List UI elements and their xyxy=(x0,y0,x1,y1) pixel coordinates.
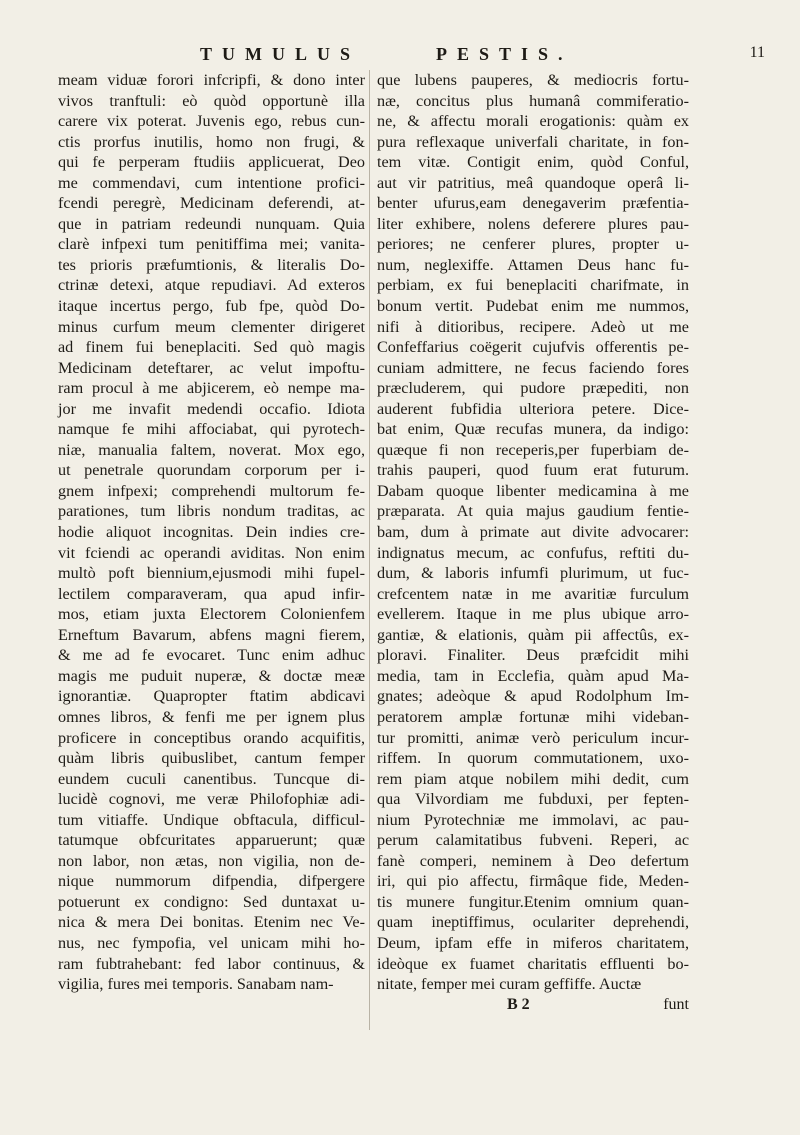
text-line: ctrinæ detexi, atque repudiavi. Ad exteros xyxy=(58,276,365,295)
text-line: multò poft biennium,ejusmodi mihi fupel- xyxy=(58,564,365,583)
text-line: benter ufurus,eam denegaverim præfentia- xyxy=(377,194,689,213)
text-line: Dabam quoque libenter medicamina à me xyxy=(377,481,689,500)
text-line: quæque fi non receperis,per fuperbiam de- xyxy=(377,440,689,459)
text-line: que lubens pauperes, & mediocris fortu- xyxy=(377,71,689,89)
text-line: ram fubtrahebant: fed labor continuus, & xyxy=(58,954,365,973)
text-line: ram procul à me abjicerem, eò nempe ma- xyxy=(58,379,365,398)
text-line: nica & mera Dei bonitas. Etenim nec Ve- xyxy=(58,913,365,932)
text-line: Erneftum Bavarum, abfens magni fierem, xyxy=(58,625,365,644)
text-line: præparata. At quia majus gaudium fentie- xyxy=(377,502,689,521)
text-line: vivos tranftuli: eò quòd opportunè illa xyxy=(58,91,365,110)
text-line: tem vitæ. Contigit enim, quòd Conful, xyxy=(377,153,689,172)
text-line: Confeffarius coëgerit cujufvis offerentis pe- xyxy=(377,338,689,357)
text-line: peratorem amplæ fortunæ mihi videban- xyxy=(377,707,689,726)
text-line: ideòque ex fuamet charitatis effluenti bo- xyxy=(377,954,689,973)
text-line: tur promitti, animæ verò periculum incur- xyxy=(377,728,689,747)
text-line: aut vir patritius, meâ quandoque operâ li- xyxy=(377,173,689,192)
text-line: dum, & laboris infumfi plurimum, ut fuc- xyxy=(377,564,689,583)
text-line: carere vix poterat. Juvenis ego, rebus cun- xyxy=(58,112,365,131)
text-line: iri, qui pio affectu, firmâque fide, Meden- xyxy=(377,872,689,891)
signature-mark: B 2 xyxy=(507,995,530,1013)
text-line: eundem cuculi canentibus. Tuncque di- xyxy=(58,769,365,788)
text-line: ctis prorfus inutilis, homo non frugi, & xyxy=(58,132,365,151)
text-line: media, tam in Ecclefia, quàm apud Ma- xyxy=(377,666,689,685)
text-line: num, neglexiffe. Attamen Deus hanc fu- xyxy=(377,255,689,274)
text-line: meam viduæ forori infcripfi, & dono inter xyxy=(58,71,365,89)
text-line: nique nummorum difpendia, difpergere xyxy=(58,872,365,891)
page-number: 11 xyxy=(749,44,765,61)
text-line: crefcentem natæ in me avaritiæ furculum xyxy=(377,584,689,603)
text-line: ploravi. Finaliter. Deus præfcidit mihi xyxy=(377,646,689,665)
text-line: gantiæ, & elationis, quàm pii affectûs, ex- xyxy=(377,625,689,644)
text-line: tis munere fungitur.Etenim omnium quan- xyxy=(377,892,689,911)
text-line: nium Pyrotechniæ me immolavi, ac pau- xyxy=(377,810,689,829)
text-line: non labor, non ætas, non vigilia, non de- xyxy=(58,851,365,870)
text-line: magis me puduit nuperæ, & doctæ meæ xyxy=(58,666,365,685)
text-line: ignorantiæ. Quapropter ftatim abdicavi xyxy=(58,687,365,706)
column-divider xyxy=(369,70,370,1030)
text-line: nitate, femper mei curam geffiffe. Auctæ xyxy=(377,975,642,994)
text-line: trahis pauperi, quod fuum erat futurum. xyxy=(377,461,689,480)
text-line: qui fe perperam ftudiis applicuerat, Deo xyxy=(58,153,365,172)
text-line: mos, etiam juxta Electorem Colonienfem xyxy=(58,605,365,624)
text-line: auderent fubfidia ulteriora petere. Dice- xyxy=(377,399,689,418)
text-line: tatumque obfcuritates apparuerunt; quæ xyxy=(58,831,365,850)
text-line: nifi à ditioribus, recipere. Adeò ut me xyxy=(377,317,689,336)
text-line: fcendi peregrè, Medicinam deferendi, at- xyxy=(58,194,365,213)
running-header xyxy=(60,44,765,68)
text-line: bonum vertit. Pudebat enim me nummos, xyxy=(377,297,689,316)
text-line: lectilem comparaveram, qua apud infir- xyxy=(58,584,365,603)
text-line: ut penetrale quorundam corporum per i- xyxy=(58,461,365,480)
text-line: ne, & affectu morali erogationis: quàm ex xyxy=(377,112,689,131)
text-line: tes prioris præfumtionis, & literalis Do- xyxy=(58,255,365,274)
text-line: tum vitiaffe. Undique obftacula, difficul- xyxy=(58,810,365,829)
text-line: proficere in conceptibus orando acquifitis, xyxy=(58,728,365,747)
text-line: vigilia, fures mei temporis. Sanabam nam- xyxy=(58,975,334,994)
text-line: pura reflexaque univerfali charitate, in fon- xyxy=(377,132,689,151)
text-line: que in patriam redeundi nunquam. Quia xyxy=(58,214,365,233)
text-line: evellerem. Itaque in me plus ubique arro- xyxy=(377,605,689,624)
text-line: qua Vilvordiam me fubduxi, per fepten- xyxy=(377,790,689,809)
text-line: ad finem fui beneplaciti. Sed quò magis xyxy=(58,338,365,357)
catchword: funt xyxy=(663,995,689,1013)
text-line: niæ, manualia faltem, noverat. Mox ego, xyxy=(58,440,365,459)
text-line: fanè comperi, neminem à Deo defertum xyxy=(377,851,689,870)
text-line: minus curfum meum clementer dirigeret xyxy=(58,317,365,336)
text-line: quam ineptiffimus, oculariter deprehendi, xyxy=(377,913,689,932)
text-line: liter exhibere, nolens deferere plures pau- xyxy=(377,214,689,233)
text-line: rem piam atque nobilem mihi dedit, cum xyxy=(377,769,689,788)
text-line: namque fe mihi affociabat, qui pyrotech- xyxy=(58,420,365,439)
text-line: cuniam admittere, ne fecus faciendo fores xyxy=(377,358,689,377)
text-line: hodie aliquot incognitas. Dein indies cre- xyxy=(58,523,365,542)
text-line: & me ad fe evocaret. Tunc enim adhuc xyxy=(58,646,365,665)
text-line: periores; ne cenferer plures, propter u- xyxy=(377,235,689,254)
right-text-column xyxy=(377,70,689,1015)
text-line: Medicinam deteftarer, ac velut impoftu- xyxy=(58,358,365,377)
text-line: riffem. In quorum commutationem, uxo- xyxy=(377,749,689,768)
text-line: indignatus mecum, ac confufus, reftiti du- xyxy=(377,543,689,562)
text-line: præcluderem, qui pudore præpediti, non xyxy=(377,379,689,398)
running-head-left: TUMULUS xyxy=(200,44,361,64)
text-line: gnem infpexi; comprehendi multorum fe- xyxy=(58,481,365,500)
text-line: potuerunt ex condigno: Sed duntaxat u- xyxy=(58,892,365,911)
text-line: Deum, ipfam effe in miferos charitatem, xyxy=(377,933,689,952)
text-line: lucidè cognovi, me veræ Philofophiæ adi- xyxy=(58,790,365,809)
text-line: itaque incertus pergo, fub fpe, quòd Do- xyxy=(58,297,365,316)
text-line: me commendavi, cum intentione profici- xyxy=(58,173,365,192)
text-line: quàm libris quibuslibet, cantum femper xyxy=(58,749,365,768)
text-line: nus, nec fympofia, vel unicam mihi ho- xyxy=(58,933,365,952)
text-line: perbiam, ex fui beneplaciti charifmate, in xyxy=(377,276,689,295)
text-line: bat enim, Quæ recufas munera, da indigo: xyxy=(377,420,689,439)
text-line: omnes libros, & fenfi me per ignem plus xyxy=(58,707,365,726)
left-text-column xyxy=(58,70,365,995)
text-line: bam, dum à primate aut divite advocarer: xyxy=(377,523,689,542)
text-line: næ, concitus plus humanâ commiferatio- xyxy=(377,91,689,110)
text-line: gnates; adeòque & apud Rodolphum Im- xyxy=(377,687,689,706)
text-line: vit fciendi ac operandi aviditas. Non enim xyxy=(58,543,365,562)
running-head-right: PESTIS. xyxy=(436,44,573,64)
text-line: clarè infpexi tum penitiffima mei; vanita- xyxy=(58,235,365,254)
signature-line xyxy=(377,995,689,1015)
text-line: perum calamitatibus fubveni. Reperi, ac xyxy=(377,831,689,850)
text-line: jor me invafit medendi occafio. Idiota xyxy=(58,399,365,418)
text-line: parationes, tum libris nondum traditas, ac xyxy=(58,502,365,521)
